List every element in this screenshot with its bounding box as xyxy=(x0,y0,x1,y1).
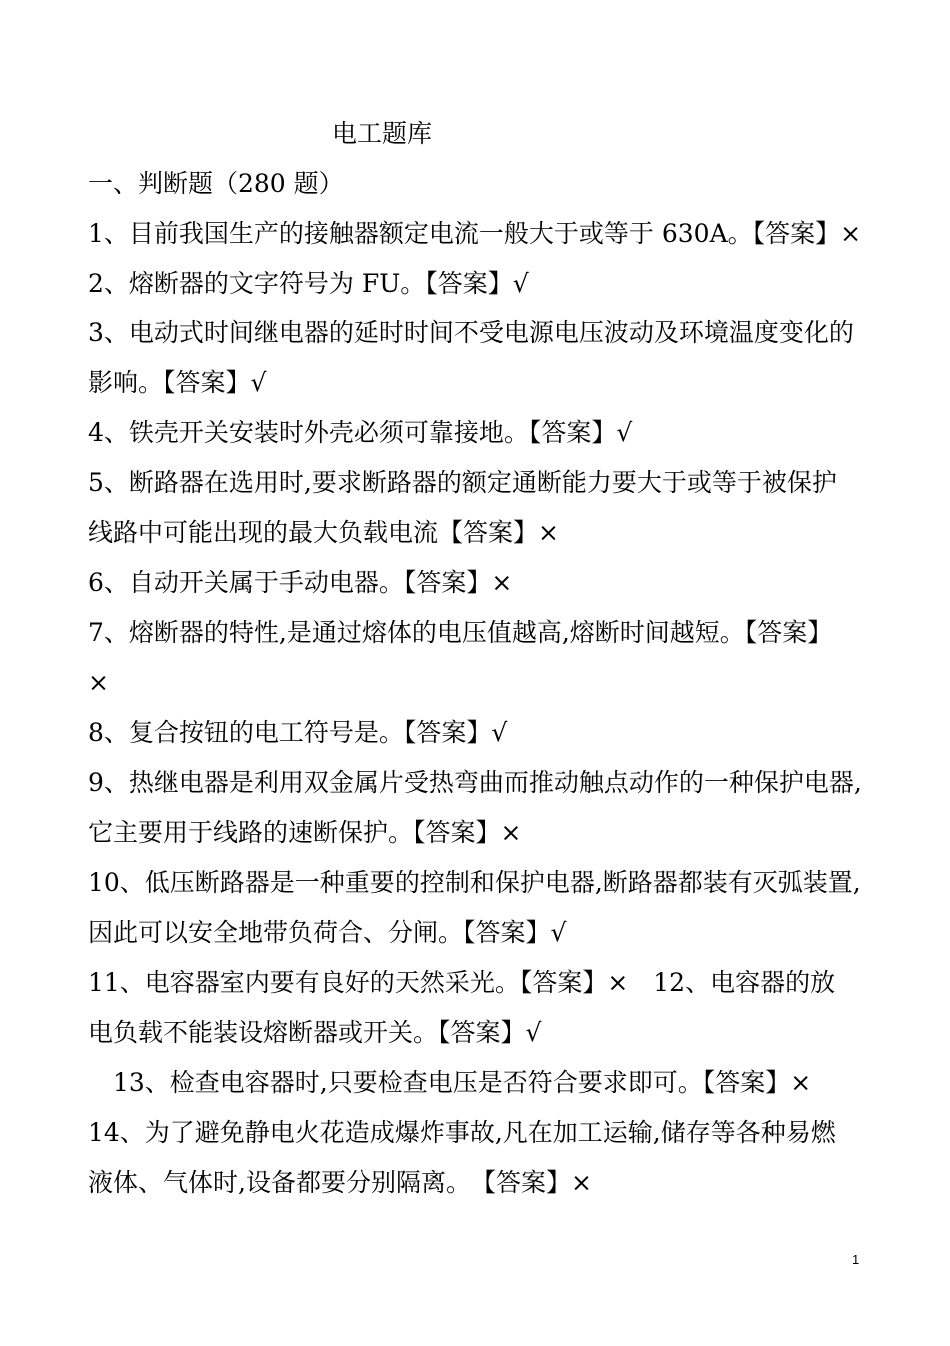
document-title: 电工题库 xyxy=(332,119,433,148)
question-line: 因此可以安全地带负荷合、分闸。【答案】√ xyxy=(88,918,567,947)
question-line: 10、低压断路器是一种重要的控制和保护电器,断路器都装有灭弧装置, xyxy=(88,868,861,897)
question-line: 线路中可能出现的最大负载电流【答案】× xyxy=(88,518,559,547)
question-line: 液体、气体时,设备都要分别隔离。 【答案】× xyxy=(88,1168,592,1197)
question-line: 14、为了避免静电火花造成爆炸事故,凡在加工运输,储存等各种易燃 xyxy=(88,1118,836,1147)
section-heading: 一、判断题（280 题） xyxy=(88,169,344,198)
question-line: × xyxy=(88,668,109,697)
question-line: 2、熔断器的文字符号为 FU。【答案】√ xyxy=(88,269,529,298)
question-line: 它主要用于线路的速断保护。【答案】× xyxy=(88,818,522,847)
question-line: 4、铁壳开关安装时外壳必须可靠接地。【答案】√ xyxy=(88,418,633,447)
question-line: 1、目前我国生产的接触器额定电流一般大于或等于 630A。【答案】× xyxy=(88,219,862,248)
question-line: 7、熔断器的特性,是通过熔体的电压值越高,熔断时间越短。【答案】 xyxy=(88,618,833,647)
question-line: 8、复合按钮的电工符号是。【答案】√ xyxy=(88,718,508,747)
question-line: 6、自动开关属于手动电器。【答案】× xyxy=(88,568,513,597)
question-line: 13、检查电容器时,只要检查电压是否符合要求即可。【答案】× xyxy=(88,1068,812,1097)
question-line: 9、热继电器是利用双金属片受热弯曲而推动触点动作的一种保护电器, xyxy=(88,768,862,797)
question-line: 5、断路器在选用时,要求断路器的额定通断能力要大于或等于被保护 xyxy=(88,468,837,497)
page-number: 1 xyxy=(852,1252,860,1267)
question-line: 3、电动式时间继电器的延时时间不受电源电压波动及环境温度变化的 xyxy=(88,318,854,347)
question-line: 11、电容器室内要有良好的天然采光。【答案】× 12、电容器的放 xyxy=(88,968,836,997)
question-line: 影响。【答案】√ xyxy=(88,368,267,397)
question-line: 电负载不能装设熔断器或开关。【答案】√ xyxy=(88,1018,542,1047)
